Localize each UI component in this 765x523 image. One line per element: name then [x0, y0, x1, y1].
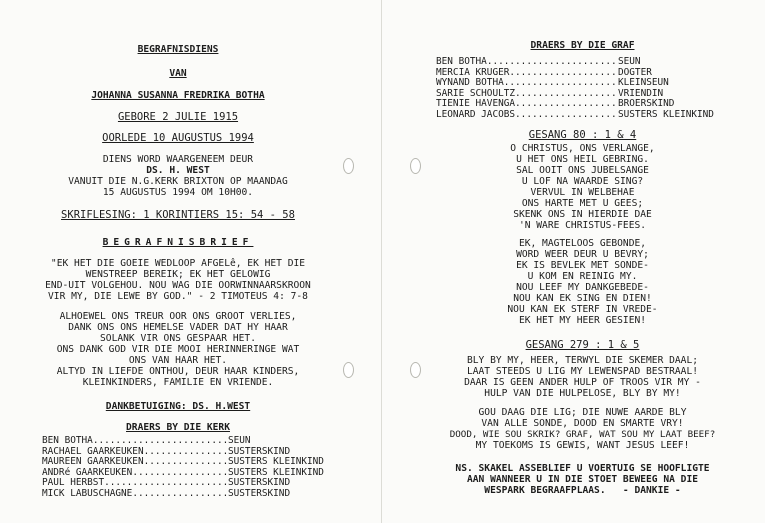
- list-item: [436, 57, 732, 68]
- bearer-relation: SUSTERSKIND: [228, 445, 291, 457]
- hymn-line: EK IS BEVLEK MET SONDE-: [516, 260, 649, 271]
- hymn-279-title: GESANG 279 : 1 & 5: [525, 339, 640, 351]
- hymn-line: ONS HARTE MET U GEES;: [521, 198, 644, 209]
- letter-heading: BEGRAFNISBRIEF: [102, 237, 254, 248]
- bearer-relation: KLEINSEUN: [618, 77, 669, 88]
- hymn-line: DAAR IS GEEN ANDER HULP OF TROOS VIR MY -: [464, 377, 701, 388]
- bearer-name: SARIE SCHOULTZ: [436, 87, 516, 99]
- quote-line: "EK HET DIE GOEIE WEDLOOP AFGELê, EK HET DIE: [50, 258, 306, 269]
- bearer-relation: DOGTER: [618, 66, 652, 78]
- list-item: [42, 457, 342, 468]
- deceased-name: JOHANNA SUSANNA FREDRIKA BOTHA: [91, 90, 265, 101]
- hymn-line: VERVUL IN WELBEHAE: [530, 187, 635, 198]
- message-line: ALHOEWEL ONS TREUR OOR ONS GROOT VERLIES,: [59, 311, 297, 322]
- scripture-reading: SKRIFLESING: 1 KORINTIERS 15: 54 - 58: [61, 209, 295, 221]
- thanks-line: DANKBETUIGING: DS. H.WEST: [105, 401, 251, 412]
- church-bearers-list: [42, 436, 342, 499]
- note-line: AAN WANNEER U IN DIE STOET BEWEEG NA DIE: [466, 474, 699, 485]
- minister-name: DS. H. WEST: [146, 165, 210, 176]
- hymn-line: NOU KAN EK STERF IN VREDE-: [507, 304, 658, 315]
- hymn-line: U LOF NA WAARDE SING?: [521, 176, 644, 187]
- bearer-name: ANDRé GAARKEUKEN: [42, 466, 133, 478]
- hymn-line: MY TOEKOMS IS GEWIS, WANT JESUS LEEF!: [475, 440, 690, 451]
- bearer-relation: SUSTERS KLEINKIND: [228, 466, 324, 478]
- list-item: [42, 436, 342, 447]
- service-line: DIENS WORD WAARGENEEM DEUR: [102, 154, 254, 165]
- grave-bearers-heading: DRAERS BY DIE GRAF: [530, 40, 635, 51]
- bearer-relation: SEUN: [228, 435, 251, 446]
- hymn-line: WORD WEER DEUR U BEVRY;: [516, 249, 649, 260]
- hymn-line: HULP VAN DIE HULPELOSE, BLY BY MY!: [484, 388, 681, 399]
- bearer-name: PAUL HERBST: [42, 477, 105, 488]
- bearer-relation: SEUN: [618, 56, 641, 67]
- hymn-line: EK HET MY HEER GESIEN!: [518, 315, 647, 326]
- bearer-name: MERCIA KRUGER: [436, 66, 510, 78]
- bearer-name: MAUREEN GAARKEUKEN: [42, 456, 144, 467]
- note-line: WESPARK BEGRAAFPLAAS. - DANKIE -: [484, 485, 681, 496]
- hymn-line: SKENK ONS IN HIERDIE DAE: [513, 209, 652, 220]
- bearer-relation: BROERSKIND: [618, 98, 675, 109]
- death-date: OORLEDE 10 AUGUSTUS 1994: [102, 132, 254, 144]
- bearer-relation: SUSTERSKIND: [228, 487, 291, 499]
- service-heading: BEGRAFNISDIENS: [137, 44, 219, 55]
- list-item: [42, 478, 342, 489]
- service-line: VANUIT DIE N.G.KERK BRIXTON OP MAANDAG: [68, 176, 288, 187]
- message-line: ONS DANK GOD VIR DIE MOOI HERINNERINGE WAT: [56, 344, 300, 355]
- list-item: [436, 110, 732, 121]
- hymn-line: VAN ALLE SONDE, DOOD EN SMARTE VRY!: [481, 418, 684, 429]
- bearer-relation: SUSTERS KLEINKIND: [618, 108, 714, 120]
- hymn-line: EK, MAGTELOOS GEBONDE,: [518, 238, 647, 249]
- service-line: 15 AUGUSTUS 1994 OM 10H00.: [102, 187, 254, 198]
- list-item: [436, 99, 732, 110]
- quote-line: END-UIT VOLGEHOU. NOU WAG DIE OORWINNAARSKROON: [45, 280, 311, 291]
- bearer-name: MICK LABUSCHAGNE: [42, 487, 133, 499]
- bearer-name: BEN BOTHA: [436, 56, 487, 67]
- hymn-line: BLY BY MY, HEER, TERWYL DIE SKEMER DAAL;: [466, 355, 699, 366]
- grave-bearers-list: [436, 57, 732, 120]
- note-line: NS. SKAKEL ASSEBLIEF U VOERTUIG SE HOOFLIGTE: [455, 463, 710, 474]
- hymn-line: SAL OOIT ONS JUBELSANGE: [516, 165, 649, 176]
- hymn-80-title: GESANG 80 : 1 & 4: [528, 129, 637, 141]
- hymn-line: U HET ONS HEIL GEBRING.: [516, 154, 649, 165]
- bearer-relation: SUSTERSKIND: [228, 477, 291, 488]
- hymn-line: GOU DAAG DIE LIG; DIE NUWE AARDE BLY: [478, 407, 687, 418]
- page-fold: [381, 0, 382, 523]
- hymn-line: O CHRISTUS, ONS VERLANGE,: [510, 143, 655, 154]
- bearer-name: TIENIE HAVENGA: [436, 98, 516, 109]
- list-item: [42, 489, 342, 500]
- hymn-line: NOU LEEF MY DANKGEBEDE-: [516, 282, 649, 293]
- bearer-name: RACHAEL GAARKEUKEN: [42, 445, 144, 457]
- hymn-line: DOOD, WIE SOU SKRIK? GRAF, WAT SOU MY LAAT BEEF?: [449, 429, 716, 440]
- hymn-line: NOU KAN EK SING EN DIEN!: [513, 293, 652, 304]
- bearer-relation: VRIENDIN: [618, 87, 664, 99]
- message-line: SOLANK VIR ONS GESPAAR HET.: [100, 333, 256, 344]
- bearer-name: WYNAND BOTHA: [436, 77, 504, 88]
- van-label: VAN: [169, 68, 187, 79]
- hymn-line: LAAT STEEDS U LIG MY LEWENSPAD BESTRAAL!: [466, 366, 699, 377]
- quote-line: WENSTREEP BEREIK; EK HET GELOWIG: [85, 269, 271, 280]
- hymn-line: U KOM EN REINIG MY.: [527, 271, 638, 282]
- message-line: DANK ONS ONS HEMELSE VADER DAT HY HAAR: [68, 322, 288, 333]
- message-line: KLEINKINDERS, FAMILIE EN VRIENDE.: [82, 377, 274, 388]
- message-line: ONS VAN HAAR HET.: [128, 355, 228, 366]
- list-item: [436, 78, 732, 89]
- hymn-line: 'N WARE CHRISTUS-FEES.: [518, 220, 647, 231]
- bearer-name: BEN BOTHA: [42, 435, 93, 446]
- birth-date: GEBORE 2 JULIE 1915: [117, 111, 239, 123]
- message-line: ALTYD IN LIEFDE ONTHOU, DEUR HAAR KINDERS,: [56, 366, 300, 377]
- bearer-name: LEONARD JACOBS: [436, 108, 516, 120]
- church-bearers-heading: DRAERS BY DIE KERK: [126, 422, 230, 433]
- bearer-relation: SUSTERS KLEINKIND: [228, 456, 324, 467]
- quote-line: VIR MY, DIE LEWE BY GOD." - 2 TIMOTEUS 4: 7-8: [48, 291, 308, 302]
